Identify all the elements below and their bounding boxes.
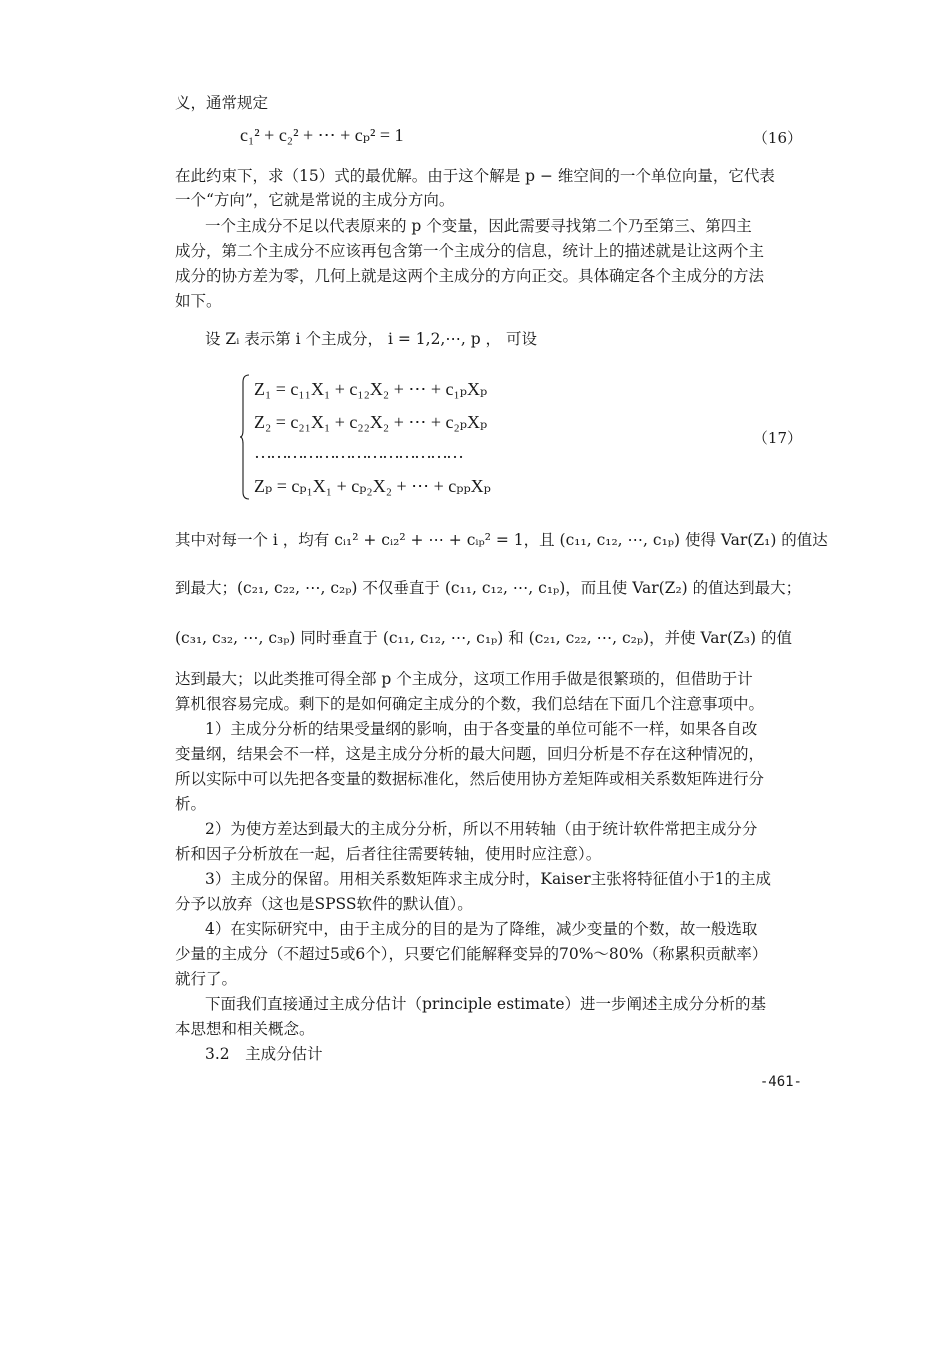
text-line: 析。 [175, 795, 207, 813]
text-line: 2）为使方差达到最大的主成分分析，所以不用转轴（由于统计软件常把主成分分 [205, 820, 758, 838]
text-line: 所以实际中可以先把各变量的数据标准化，然后使用协方差矩阵或相关系数矩阵进行分 [175, 770, 765, 788]
page-number: -461- [759, 1074, 802, 1090]
equation-number-17: （17） [752, 429, 802, 447]
text-line: (c₃₁, c₃₂, ⋯, c₃ₚ) 同时垂直于 (c₁₁, c₁₂, ⋯, c₁ₚ) 和 (c₂₁, c₂₂, ⋯, c₂ₚ)，并使 Var(Z₃) 的值 [175, 629, 792, 647]
text-line: 其中对每一个 i ，均有 cᵢ₁² + cᵢ₂² + ⋯ + cᵢₚ² = 1，且 (c₁₁, c₁₂, ⋯, c₁ₚ) 使得 Var(Z₁) 的值达 [175, 531, 828, 549]
equation-17-row-1: Z₁ = c₁₁X₁ + c₁₂X₂ + ⋯ + c₁ₚXₚ [254, 379, 488, 399]
text-line: 如下。 [175, 292, 222, 310]
section-heading: 3.2 主成分估计 [205, 1045, 323, 1063]
text-line: 一个主成分不足以代表原来的 p 个变量，因此需要寻找第二个乃至第三、第四主 [205, 217, 752, 235]
text-line: 就行了。 [175, 970, 238, 988]
text-line: 3）主成分的保留。用相关系数矩阵求主成分时，Kaiser主张将特征值小于1的主成 [205, 870, 772, 888]
text-line: 达到最大；以此类推可得全部 p 个主成分，这项工作用手做是很繁琐的，但借助于计 [175, 670, 753, 688]
text-line: 设 Zᵢ 表示第 i 个主成分， i = 1,2,⋯, p ， 可设 [205, 330, 537, 348]
text-line: 一个“方向”，它就是常说的主成分方向。 [175, 191, 455, 209]
text-line: 4）在实际研究中，由于主成分的目的是为了降维，减少变量的个数，故一般选取 [205, 920, 758, 938]
equation-17-row-4: Zₚ = cₚ₁X₁ + cₚ₂X₂ + ⋯ + cₚₚXₚ [254, 476, 491, 496]
text-line: 到最大；(c₂₁, c₂₂, ⋯, c₂ₚ) 不仅垂直于 (c₁₁, c₁₂, ⋯, c₁ₚ)，而且使 Var(Z₂) 的值达到最大； [175, 579, 802, 597]
equation-17-row-2: Z₂ = c₂₁X₁ + c₂₂X₂ + ⋯ + c₂ₚXₚ [254, 412, 488, 432]
text-line: 1）主成分分析的结果受量纲的影响，由于各变量的单位可能不一样，如果各自改 [205, 720, 758, 738]
text-line: 变量纲，结果会不一样，这是主成分分析的最大问题，回归分析是不存在这种情况的， [175, 745, 765, 763]
text-line: 算机很容易完成。剩下的是如何确定主成分的个数，我们总结在下面几个注意事项中。 [175, 695, 765, 713]
text-line: 分予以放弃（这也是SPSS软件的默认值）。 [175, 895, 473, 913]
text-line: 在此约束下，求（15）式的最优解。由于这个解是 p − 维空间的一个单位向量，它代表 [175, 167, 775, 185]
text-line: 少量的主成分（不超过5或6个），只要它们能解释变异的70%～80%（称累积贡献率） [175, 945, 768, 963]
text-line: 义，通常规定 [175, 94, 269, 112]
text-line: 成分的协方差为零，几何上就是这两个主成分的方向正交。具体确定各个主成分的方法 [175, 267, 765, 285]
equation-number-16: （16） [752, 129, 802, 147]
text-line: 本思想和相关概念。 [175, 1020, 315, 1038]
left-brace-icon [240, 374, 250, 500]
equation-16: c₁² + c₂² + ⋯ + cₚ² = 1 [240, 125, 404, 145]
text-line: 下面我们直接通过主成分估计（principle estimate）进一步阐述主成分分析的基 [205, 995, 767, 1013]
equation-17-row-3: ………………………………… [254, 442, 462, 462]
text-line: 析和因子分析放在一起，后者往往需要转轴，使用时应注意）。 [175, 845, 602, 863]
text-line: 成分，第二个主成分不应该再包含第一个主成分的信息，统计上的描述就是让这两个主 [175, 242, 765, 260]
